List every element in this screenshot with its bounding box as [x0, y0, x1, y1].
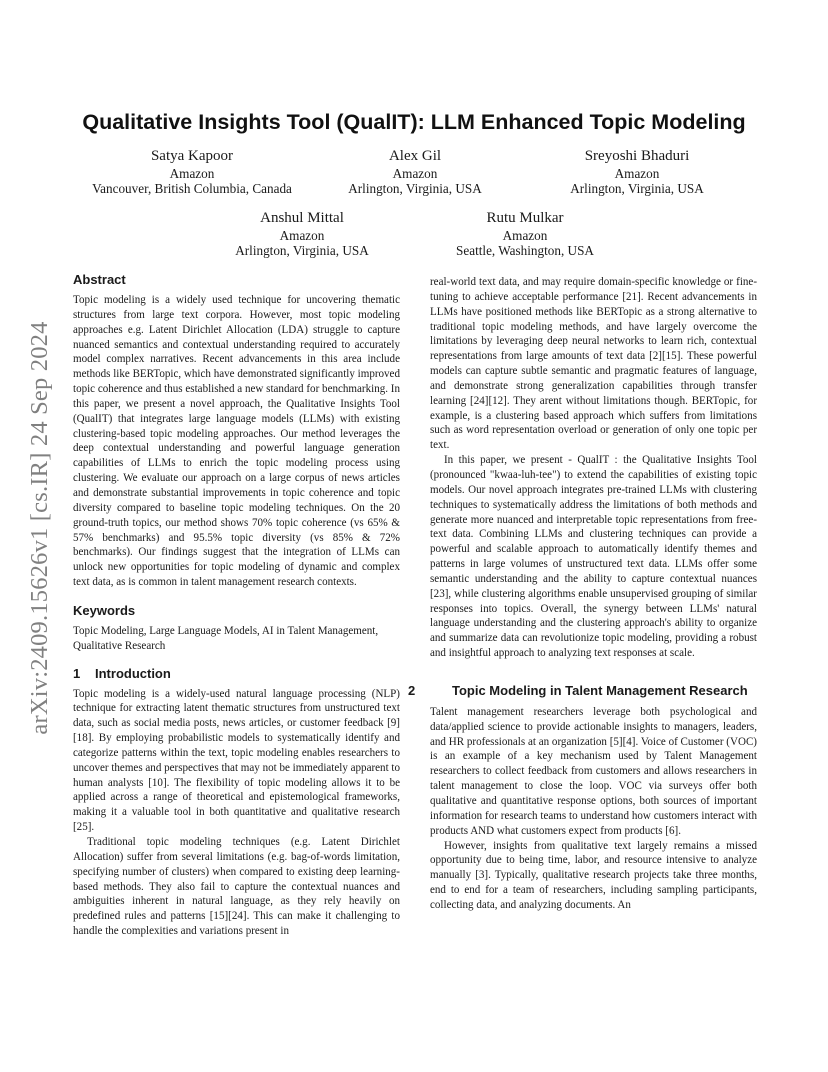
author-location: Arlington, Virginia, USA: [348, 181, 482, 197]
intro-paragraph-2-continued: real-world text data, and may require domain-specific knowledge or fine-tuning to achieve acceptable performance [21]. Recent advancements in LLMs have positioned methods like BERTopic as a strong alternative to traditional topic modeling methods, and have largely overcome the limitations by leveraging deep neural networks to learn rich, contextual representations from large amounts of text data [2][15]. These powerful models can capture subtle semantic and pragmatic features of language, and demonstrate strong generalization capabilities through transfer learning [24][12]. They arent without limitations though. BERTopic, for example, is a clustering based approach which suffers from limitations such as word representation overload or generation of only one topic per text.: [430, 276, 757, 452]
left-column: [73, 272, 400, 939]
intro-paragraph-2: Traditional topic modeling techniques (e.g. Latent Dirichlet Allocation) suffer from several limitations (e.g. bag-of-words limitation, specifying number of clusters) when compared to existing deep learning-based methods. They also fail to capture the contextual nuances and ambiguities inherent in natural language, as they rely heavily on predefined rules and patterns [15][24]. This can make it challenging to handle the complexities and variations present in: [73, 836, 400, 938]
intro-paragraph-1: Topic modeling is a widely-used natural language processing (NLP) technique for extracting latent thematic structures from unstructured text data, such as social media posts, news articles, or customer feedback [9][18]. By employing probabilistic models to systematically identify and categorize patterns within the text, topic modeling enables researchers to uncover themes and perspectives that may not be immediately apparent to human analysts [10]. The flexibility of topic modeling allows it to be applied across a range of theoretical and epistemological frameworks, making it a valuable tool in both quantitative and qualitative research [25].: [73, 687, 400, 834]
section-2-paragraph-2: However, insights from qualitative text largely remains a missed opportunity due to being time, labor, and resource intensive to analyze manually [3]. Typically, qualitative research projects take three months, end to end for a team of researchers, including sampling participants, collecting data, and analyzing documents. An: [430, 839, 757, 911]
author-name: Anshul Mittal: [260, 210, 344, 226]
section-2-number: 2: [408, 682, 416, 698]
intro-paragraph-3: In this paper, we present - QualIT : the Qualitative Insights Tool (pronounced "kwaa-luh-tee") to extend the capabilities of existing topic models. Our novel approach integrates pre-trained LLMs with clustering techniques to systematically address the limitations of both methods and generate more nuanced and interpretable topic representations from free-text data. Combining LLMs and clustering techniques can provide a powerful and scalable approach to automatically identify themes and patterns in large volumes of unstructured text data. LLMs offer some semantic understanding and the ability to capture contextual nuances [23], while clustering algorithms enable unsupervised grouping of similar responses into topics. Overall, the synergy between LLMs' natural language understanding and the clustering approach's ability to organize and summarize data can revolutionize topic modeling, providing a robust and insightful approach to analyzing text responses at scale.: [430, 454, 757, 660]
author-block: [315, 148, 515, 197]
section-1-heading: [73, 666, 400, 682]
keywords-heading: Keywords: [73, 602, 136, 618]
section-2-title: Topic Modeling in Talent Management Research: [452, 682, 748, 698]
author-block: [202, 210, 402, 259]
author-affiliation: Amazon: [614, 166, 660, 181]
author-affiliation: Amazon: [279, 228, 325, 243]
author-location: Arlington, Virginia, USA: [570, 181, 704, 197]
section-1-title: Introduction: [95, 665, 171, 681]
author-name: Sreyoshi Bhaduri: [584, 148, 690, 164]
author-location: Vancouver, British Columbia, Canada: [92, 181, 292, 197]
author-affiliation: Amazon: [169, 166, 215, 181]
author-block: [425, 210, 625, 259]
author-name: Satya Kapoor: [150, 148, 234, 164]
abstract-heading: Abstract: [73, 272, 126, 287]
author-name: Rutu Mulkar: [486, 210, 564, 226]
author-affiliation: Amazon: [502, 228, 548, 243]
author-location: Seattle, Washington, USA: [456, 243, 594, 259]
paper-title: Qualitative Insights Tool (QualIT): LLM Enhanced Topic Modeling: [82, 110, 746, 134]
section-1-number: 1: [73, 665, 81, 681]
right-column: [408, 275, 757, 913]
author-affiliation: Amazon: [392, 166, 438, 181]
abstract-text: Topic modeling is a widely used technique for uncovering thematic structures from large text corpora. However, most topic modeling approaches e.g. Latent Dirichlet Allocation (LDA) struggle to capture nuanced semantics and contextual understanding required to accurately model complex narratives. Recent advancements in this area include methods like BERTopic, which have demonstrated significantly improved topic coherence and thus established a new standard for benchmarking. In this paper, we present a novel approach, the Qualitative Insights Tool (QualIT) that integrates large language models (LLMs) with existing clustering-based topic modeling approaches. Our method leverages the deep contextual understanding and powerful language generation capabilities of LLMs to enrich the topic modeling process using clustering. We evaluate our approach on a large corpus of news articles and demonstrate substantial improvements in topic coherence and topic diversity compared to baseline topic modeling techniques. On the 20 ground-truth topics, our method shows 70% topic coherence (vs 65% & 57% benchmarks) and 95.5% topic diversity (vs 85% & 72% benchmarks). Our findings suggest that the integration of LLMs can unlock new opportunities for topic modeling of dynamic and complex text data, as is common in talent management research contexts.: [73, 294, 400, 589]
arxiv-identifier: [24, 295, 56, 760]
arxiv-identifier-text: arXiv:2409.15626v1 [cs.IR] 24 Sep 2024: [26, 320, 53, 735]
keywords-text: Topic Modeling, Large Language Models, AI in Talent Management, Qualitative Research: [73, 624, 379, 652]
author-block: [537, 148, 737, 197]
author-location: Arlington, Virginia, USA: [235, 243, 369, 259]
section-2-heading: [408, 681, 757, 700]
author-name: Alex Gil: [388, 148, 442, 164]
section-2-paragraph-1: Talent management researchers leverage both psychological and data/applied science to provide actionable insights to managers, leaders, and HR professionals at an organization [5][4]. Voice of Customer (VOC) is an example of a key mechanism used by Talent Management researchers to collect feedback from customers and allows researchers in talent management to close the loop. VOC via surveys offer both qualitative and quantitative response options, both sources of important information for research teams to understand how customers interact with products AND what customers expect from products [6].: [430, 705, 757, 837]
author-block: [72, 148, 312, 197]
